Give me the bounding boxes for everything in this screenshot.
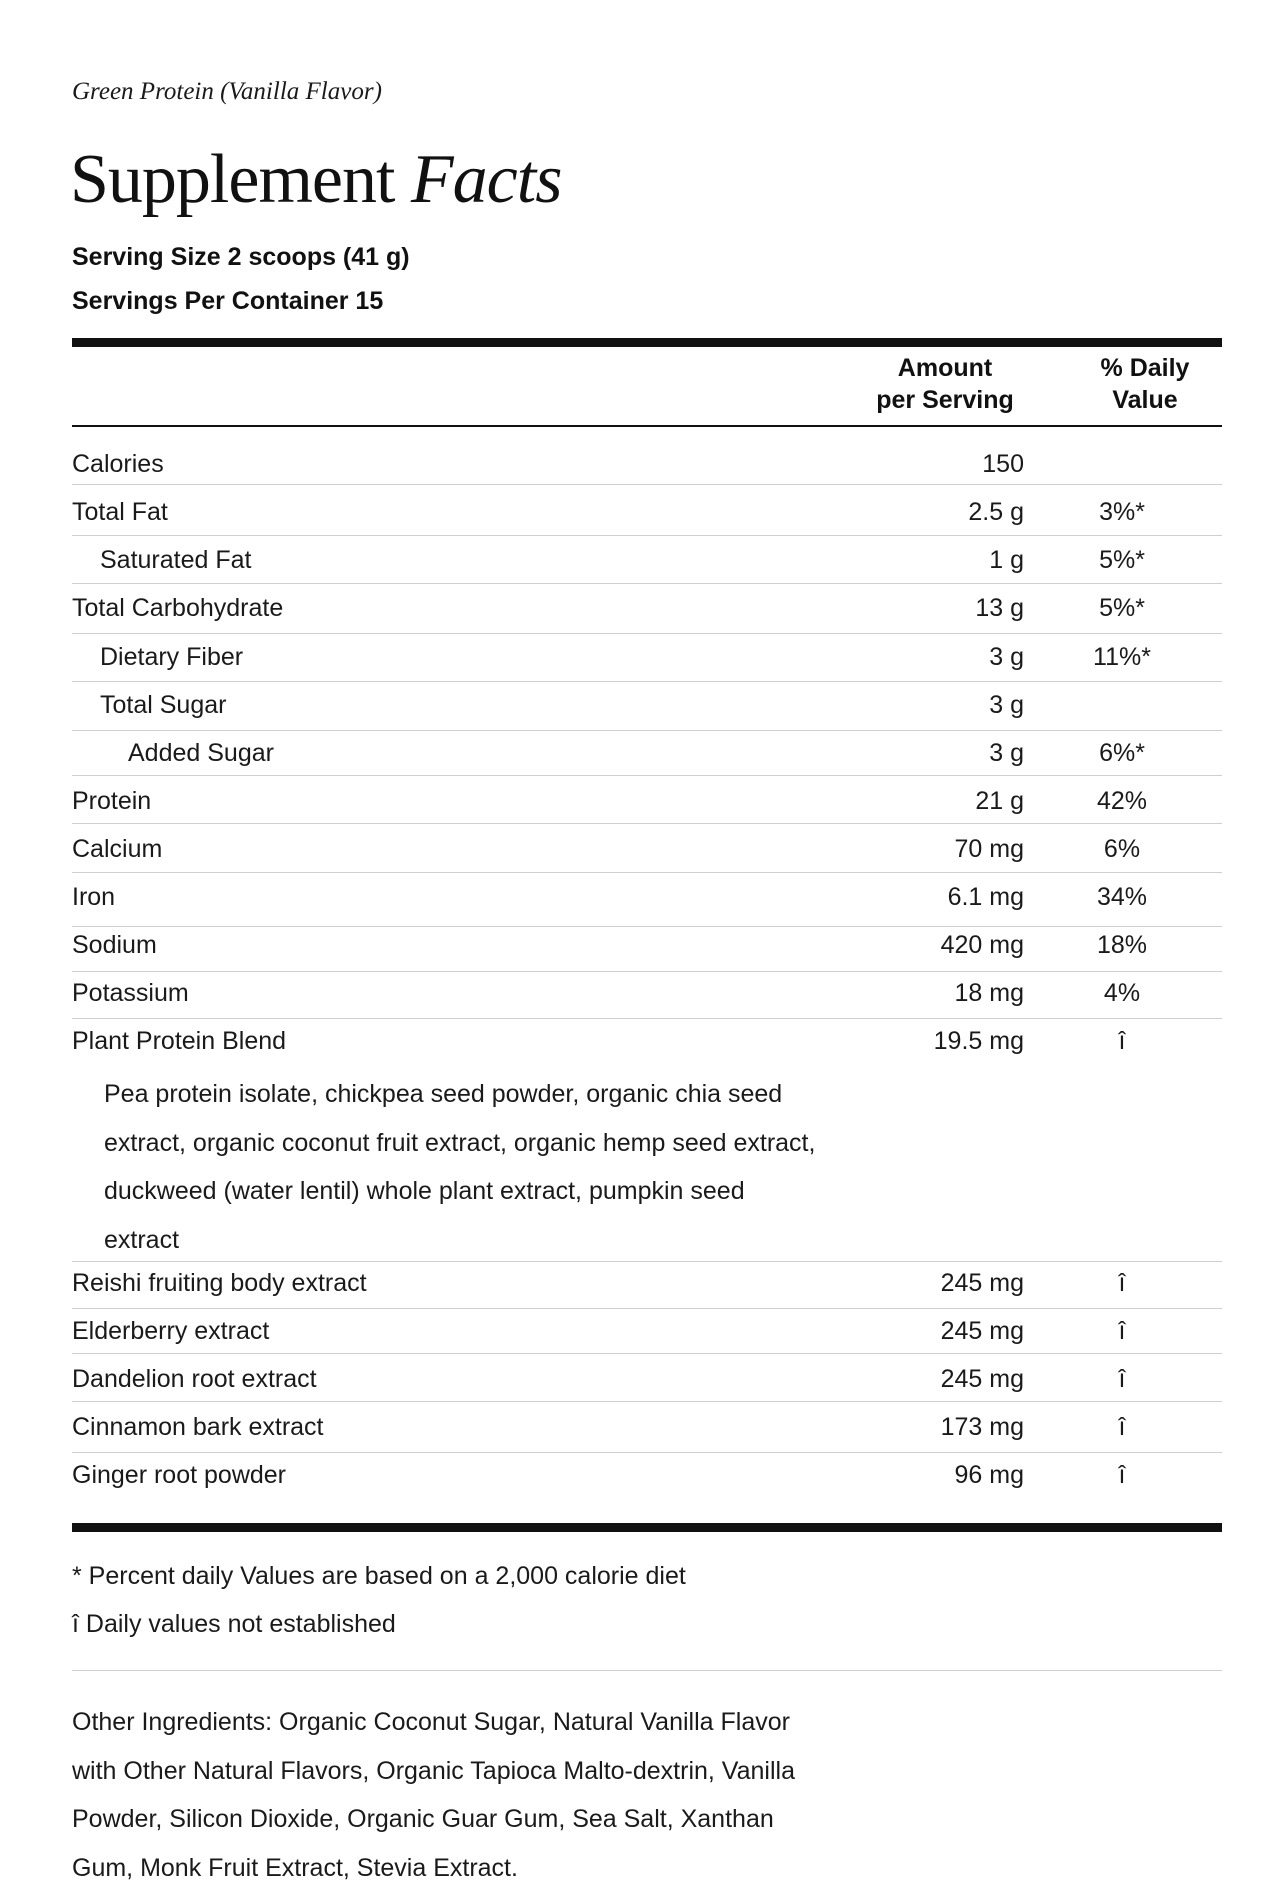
table-row bbox=[72, 883, 1222, 915]
row-divider bbox=[72, 872, 1222, 873]
nutrient-name: Elderberry extract bbox=[72, 1317, 270, 1345]
product-name: Green Protein (Vanilla Flavor) bbox=[72, 78, 382, 105]
nutrient-amount: 245 mg bbox=[940, 1269, 1024, 1297]
serving-size: Serving Size 2 scoops (41 g) bbox=[72, 243, 410, 271]
table-row bbox=[72, 643, 1222, 675]
nutrient-daily-value: î bbox=[1118, 1317, 1126, 1345]
nutrient-amount: 173 mg bbox=[940, 1413, 1024, 1441]
dv-header-line1: % Daily bbox=[1100, 354, 1190, 382]
dv-header-line2: Value bbox=[1112, 386, 1178, 414]
table-row bbox=[72, 691, 1222, 723]
page-title bbox=[70, 140, 561, 220]
not-established-footnote: î Daily values not established bbox=[72, 1610, 396, 1638]
nutrient-amount: 3 g bbox=[989, 691, 1024, 719]
nutrient-name: Sodium bbox=[72, 931, 157, 959]
table-row bbox=[72, 498, 1222, 530]
nutrient-amount: 245 mg bbox=[940, 1317, 1024, 1345]
nutrient-amount: 70 mg bbox=[954, 835, 1024, 863]
nutrient-name: Dandelion root extract bbox=[72, 1365, 317, 1393]
nutrient-amount: 96 mg bbox=[954, 1461, 1024, 1489]
nutrient-name: Total Sugar bbox=[100, 691, 227, 719]
nutrient-amount: 3 g bbox=[989, 643, 1024, 671]
nutrient-amount: 3 g bbox=[989, 739, 1024, 767]
nutrient-daily-value: 11%* bbox=[1093, 643, 1151, 671]
table-row bbox=[72, 835, 1222, 867]
nutrient-name: Cinnamon bark extract bbox=[72, 1413, 324, 1441]
header-divider bbox=[72, 425, 1222, 427]
nutrient-daily-value: 5%* bbox=[1099, 594, 1145, 622]
nutrient-name: Saturated Fat bbox=[100, 546, 252, 574]
nutrient-daily-value: 6%* bbox=[1099, 739, 1145, 767]
nutrient-amount: 2.5 g bbox=[968, 498, 1024, 526]
table-row bbox=[72, 787, 1222, 819]
nutrient-daily-value: 34% bbox=[1096, 883, 1148, 911]
nutrient-amount: 19.5 mg bbox=[933, 1027, 1024, 1055]
other-ingredients: Other Ingredients: Organic Coconut Sugar, Natural Vanilla Flavor with Other Natural Flavors, Organic Tapioca Malto-dextrin, Vanilla Powder, Silicon Dioxide, Organic Guar Gum, Sea Salt, Xanthan Gum, Monk Fruit Extract, Stevia Extract. bbox=[72, 1708, 795, 1882]
nutrient-amount: 21 g bbox=[975, 787, 1024, 815]
servings-per-container: Servings Per Container 15 bbox=[72, 287, 384, 315]
nutrient-amount: 18 mg bbox=[954, 979, 1024, 1007]
nutrient-name: Total Fat bbox=[72, 498, 168, 526]
row-divider bbox=[72, 1308, 1222, 1309]
row-divider bbox=[72, 926, 1222, 927]
footnote-divider bbox=[72, 1670, 1222, 1671]
nutrient-daily-value: î bbox=[1118, 1365, 1126, 1393]
table-row bbox=[72, 1461, 1222, 1493]
row-divider bbox=[72, 681, 1222, 682]
daily-value-header bbox=[1080, 352, 1210, 416]
row-divider bbox=[72, 1401, 1222, 1402]
nutrient-amount: 6.1 mg bbox=[947, 883, 1024, 911]
top-thick-divider bbox=[72, 338, 1222, 347]
table-row bbox=[72, 979, 1222, 1011]
table-row bbox=[72, 1269, 1222, 1301]
nutrient-daily-value: 3%* bbox=[1099, 498, 1145, 526]
row-divider bbox=[72, 775, 1222, 776]
row-divider bbox=[72, 633, 1222, 634]
nutrient-daily-value: 6% bbox=[1103, 835, 1141, 863]
nutrient-name: Calories bbox=[72, 450, 164, 478]
row-divider bbox=[72, 1353, 1222, 1354]
nutrient-name: Dietary Fiber bbox=[100, 643, 244, 671]
plant-protein-blend-description: Pea protein isolate, chickpea seed powder, organic chia seed extract, organic coconut fruit extract, organic hemp seed extract, duckweed (water lentil) whole plant extract, pumpkin seed extract bbox=[104, 1080, 816, 1254]
row-divider bbox=[72, 484, 1222, 485]
row-divider bbox=[72, 730, 1222, 731]
row-divider bbox=[72, 1018, 1222, 1019]
nutrient-name: Potassium bbox=[72, 979, 189, 1007]
nutrient-name: Iron bbox=[72, 883, 116, 911]
title-italic: Facts bbox=[410, 141, 562, 218]
table-row bbox=[72, 1365, 1222, 1397]
nutrient-daily-value: 4% bbox=[1103, 979, 1141, 1007]
nutrient-daily-value: î bbox=[1118, 1413, 1126, 1441]
nutrient-name: Ginger root powder bbox=[72, 1461, 287, 1489]
amount-header-line2: per Serving bbox=[876, 386, 1014, 414]
nutrient-amount: 150 bbox=[982, 450, 1024, 478]
bottom-thick-divider bbox=[72, 1523, 1222, 1532]
nutrient-amount: 245 mg bbox=[940, 1365, 1024, 1393]
nutrient-name: Protein bbox=[72, 787, 152, 815]
nutrient-daily-value: î bbox=[1118, 1461, 1126, 1489]
title-main: Supplement bbox=[70, 141, 395, 218]
table-row bbox=[72, 450, 1222, 482]
table-row bbox=[72, 739, 1222, 771]
nutrient-amount: 420 mg bbox=[940, 931, 1024, 959]
table-row bbox=[72, 1413, 1222, 1445]
nutrient-name: Added Sugar bbox=[128, 739, 274, 767]
table-row bbox=[72, 1027, 1222, 1059]
nutrient-name: Total Carbohydrate bbox=[72, 594, 284, 622]
nutrient-name: Reishi fruiting body extract bbox=[72, 1269, 367, 1297]
amount-per-serving-header bbox=[840, 352, 1050, 416]
table-row bbox=[72, 1317, 1222, 1349]
nutrient-daily-value: 18% bbox=[1096, 931, 1148, 959]
row-divider bbox=[72, 823, 1222, 824]
nutrient-daily-value: 42% bbox=[1096, 787, 1148, 815]
nutrient-daily-value: î bbox=[1118, 1269, 1126, 1297]
row-divider bbox=[72, 535, 1222, 536]
nutrient-daily-value: î bbox=[1118, 1027, 1126, 1055]
row-divider bbox=[72, 1452, 1222, 1453]
percent-daily-value-footnote: * Percent daily Values are based on a 2,000 calorie diet bbox=[72, 1562, 686, 1590]
row-divider bbox=[72, 583, 1222, 584]
amount-header-line1: Amount bbox=[897, 354, 993, 382]
row-divider bbox=[72, 971, 1222, 972]
nutrient-amount: 13 g bbox=[975, 594, 1024, 622]
nutrient-name: Plant Protein Blend bbox=[72, 1027, 287, 1055]
nutrient-daily-value: 5%* bbox=[1099, 546, 1145, 574]
table-row bbox=[72, 546, 1222, 578]
nutrient-amount: 1 g bbox=[989, 546, 1024, 574]
nutrient-name: Calcium bbox=[72, 835, 163, 863]
table-row bbox=[72, 594, 1222, 626]
table-row bbox=[72, 931, 1222, 963]
